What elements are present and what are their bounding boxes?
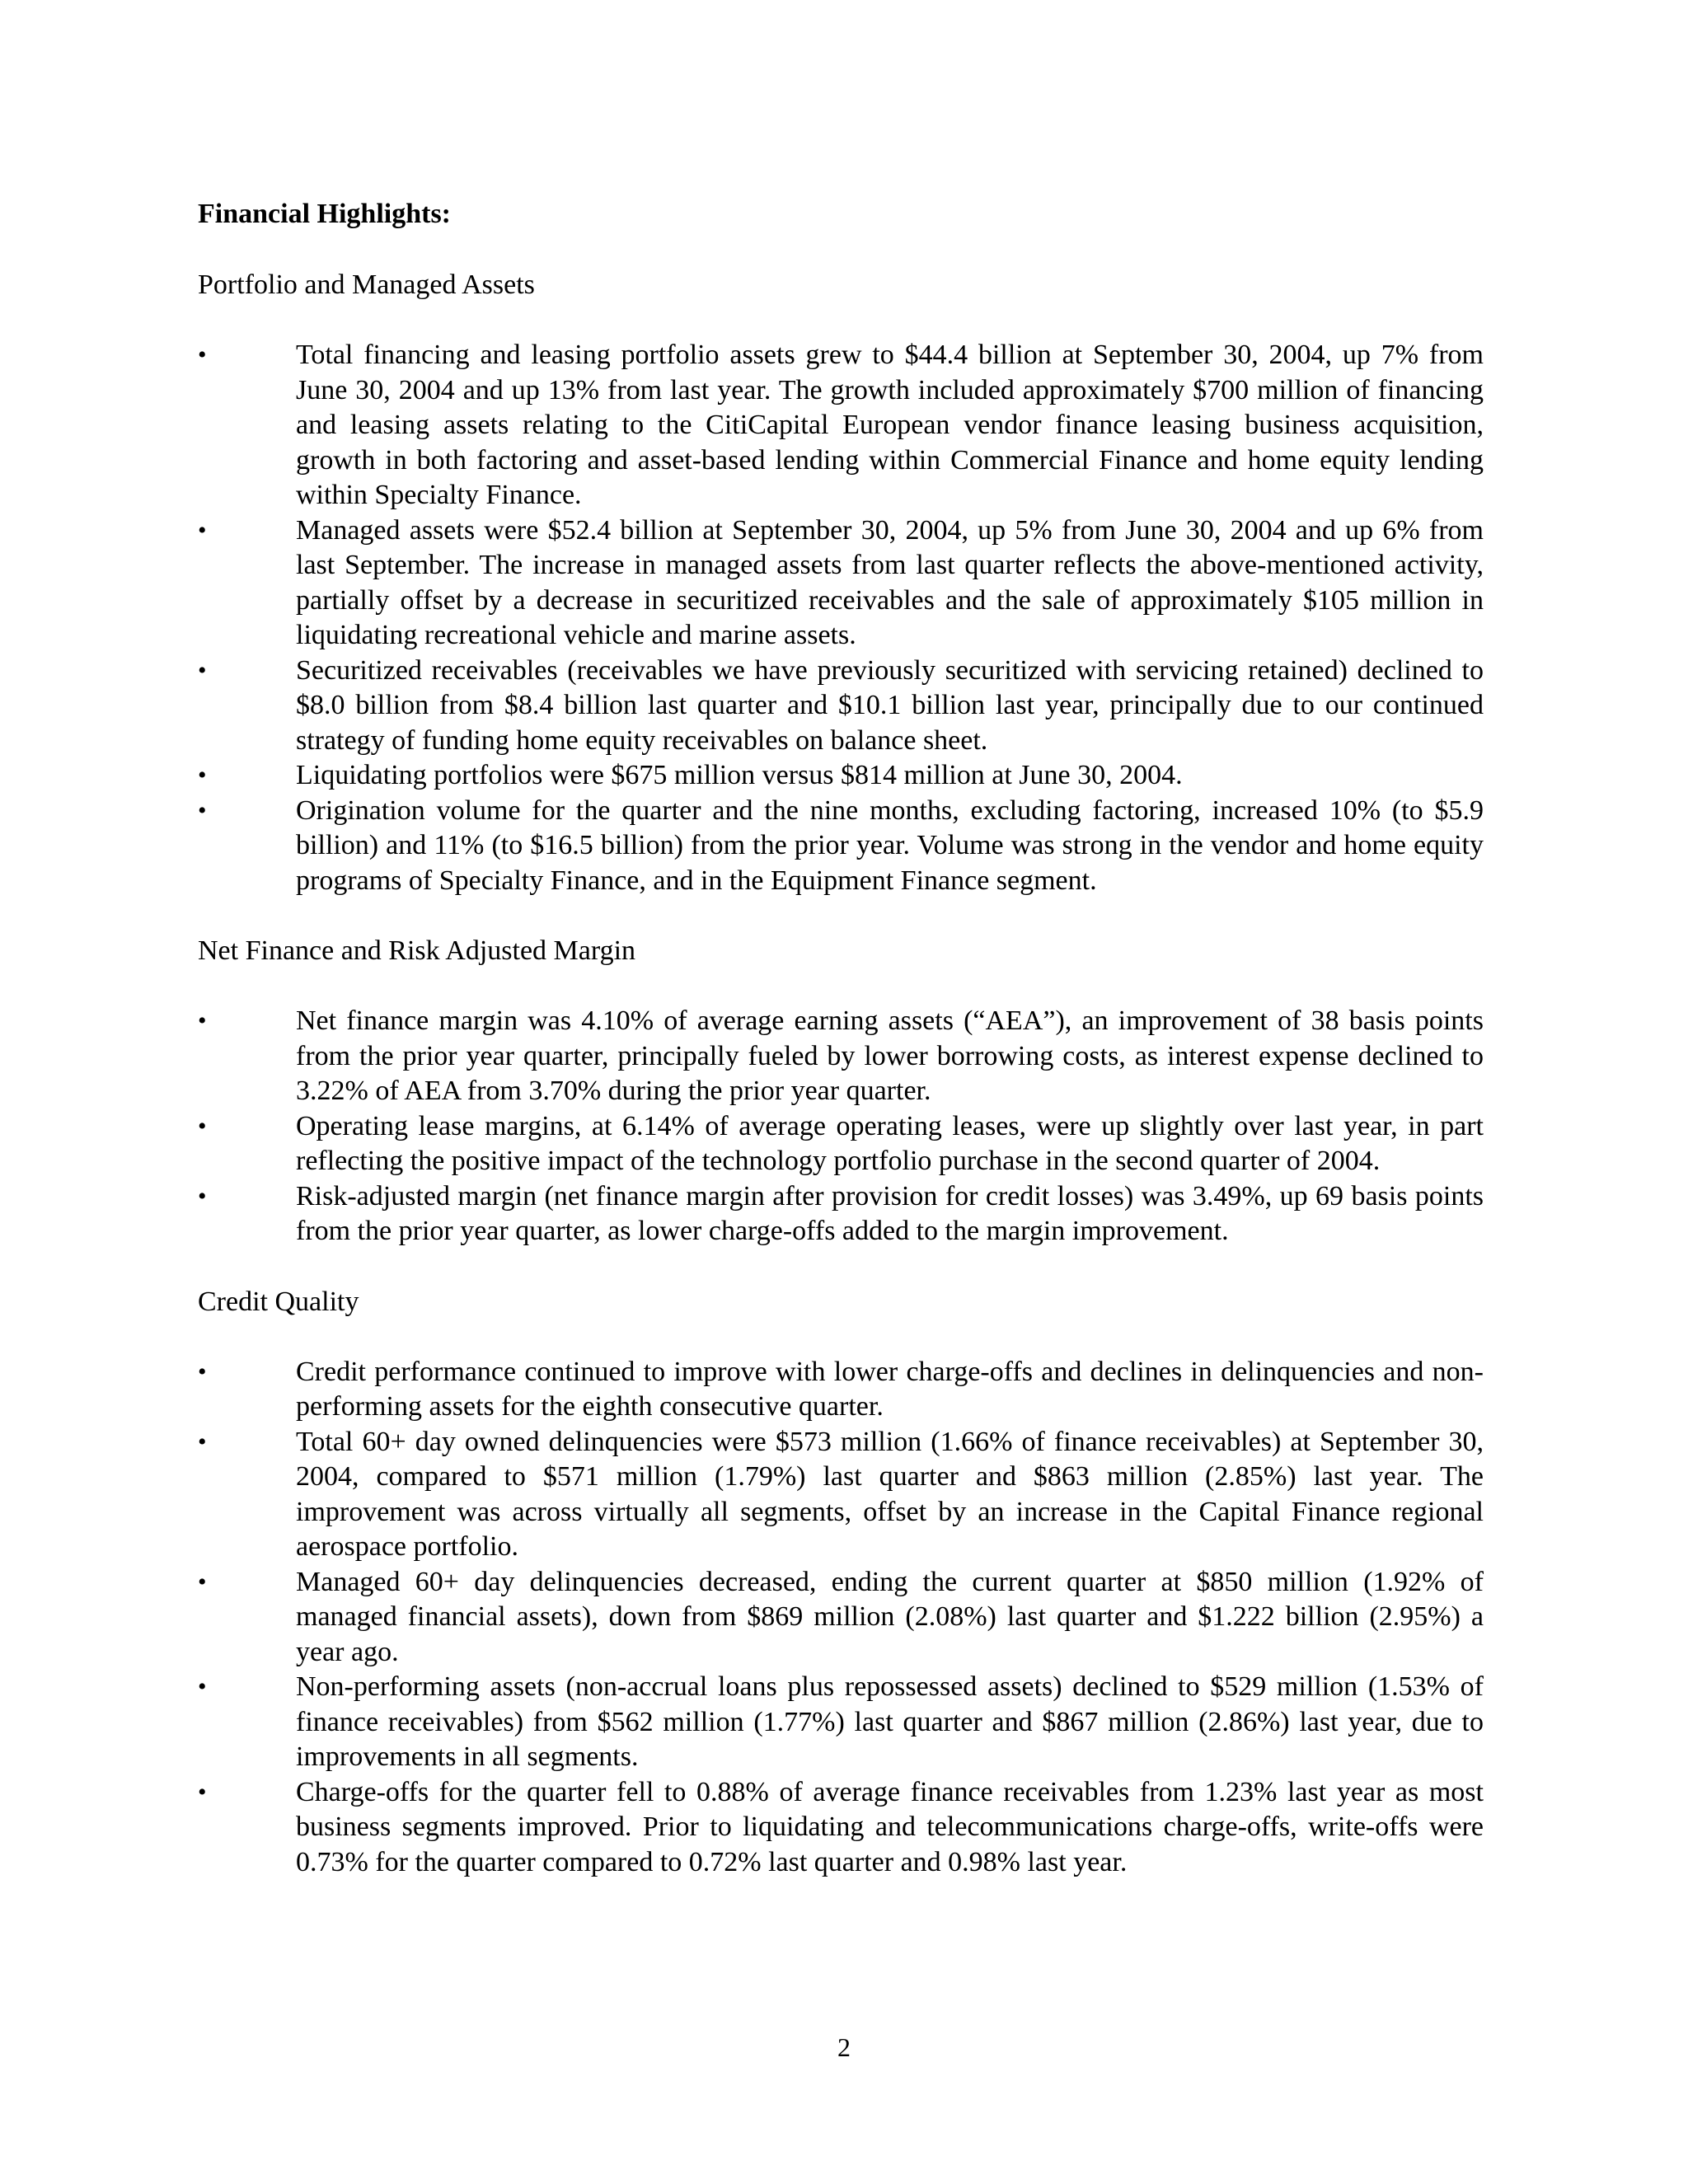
list-item-text: Total financing and leasing portfolio assets grew to $44.4 billion at September 30, 2004, up 7% from June 30, 2004 and up 13% from last year. The growth included approximately $700 million of financing and leasing assets relating to the CitiCapital European vendor finance leasing business acquisition, growth in both factoring and asset-based lending within Commercial Finance and home equity lending within Specialty Finance. [296, 340, 1484, 510]
bullet-icon: • [198, 1778, 207, 1806]
bullet-icon: • [198, 656, 207, 684]
bullet-icon: • [198, 1112, 207, 1140]
list-item-text: Origination volume for the quarter and the nine months, excluding factoring, increased 10% (to $5.9 billion) and 11% (to $16.5 billion) from the prior year. Volume was strong in the vendor and home equity programs of Specialty Finance, and in the Equipment Finance segment. [296, 794, 1484, 896]
bullet-list-credit-quality [198, 1355, 1484, 1881]
list-item-text: Risk-adjusted margin (net finance margin after provision for credit losses) was 3.49%, up 69 basis points from the prior year quarter, as lower charge-offs added to the margin improvement. [296, 1180, 1484, 1246]
list-item-text: Operating lease margins, at 6.14% of average operating leases, were up slightly over last year, in part reflecting the positive impact of the technology portfolio purchase in the second quarter of 2004. [296, 1110, 1484, 1176]
page-title: Financial Highlights: [198, 199, 451, 229]
section-heading-margin: Net Finance and Risk Adjusted Margin [198, 935, 636, 966]
page-number: 2 [837, 2032, 851, 2062]
bullet-icon: • [198, 1673, 207, 1700]
list-item [198, 1179, 1484, 1249]
section-heading-credit-quality: Credit Quality [198, 1286, 359, 1317]
list-item-text: Securitized receivables (receivables we have previously securitized with servicing retained) declined to $8.0 billion from $8.4 billion last quarter and $10.1 billion last year, principally due to our continued strategy of funding home equity receivables on balance sheet. [296, 654, 1484, 756]
section-heading-portfolio: Portfolio and Managed Assets [198, 269, 535, 300]
list-item [198, 654, 1484, 759]
bullet-icon: • [198, 341, 207, 368]
bullet-icon: • [198, 1007, 207, 1034]
list-item [198, 1670, 1484, 1775]
document-page [198, 196, 1484, 1915]
list-item-text: Charge-offs for the quarter fell to 0.88% of average finance receivables from 1.23% last year as most business segments improved. Prior to liquidating and telecommunications charge-offs, write-offs were 0.73% for the quarter compared to 0.72% last quarter and 0.98% last year. [296, 1776, 1484, 1877]
list-item-text: Net finance margin was 4.10% of average earning assets (“AEA”), an improvement of 38 basis points from the prior year quarter, principally fueled by lower borrowing costs, as interest expense declined to 3.22% of AEA from 3.70% during the prior year quarter. [296, 1005, 1484, 1106]
bullet-list-portfolio [198, 338, 1484, 898]
list-item [198, 1425, 1484, 1565]
list-item-text: Total 60+ day owned delinquencies were $573 million (1.66% of finance receivables) at September 30, 2004, compared to $571 million (1.79%) last quarter and $863 million (2.85%) last year. The improvement was across virtually all segments, offset by an increase in the Capital Finance regional aerospace portfolio. [296, 1426, 1484, 1562]
list-item-text: Credit performance continued to improve with lower charge-offs and declines in delinquencies and non-performing assets for the eighth consecutive quarter. [296, 1356, 1484, 1422]
list-item [198, 758, 1484, 794]
list-item [198, 338, 1484, 513]
list-item-text: Liquidating portfolios were $675 million versus $814 million at June 30, 2004. [296, 760, 1183, 790]
list-item [198, 513, 1484, 654]
list-item [198, 1565, 1484, 1671]
bullet-icon: • [198, 1357, 207, 1385]
list-item [198, 794, 1484, 899]
bullet-icon: • [198, 1427, 207, 1455]
list-item [198, 1775, 1484, 1881]
list-item-text: Managed assets were $52.4 billion at September 30, 2004, up 5% from June 30, 2004 and up 6% from last September. The increase in managed assets from last quarter reflects the above-mentioned activity, partially offset by a decrease in securitized receivables and the sale of approximately $105 million in liquidating recreational vehicle and marine assets. [296, 514, 1484, 650]
list-item [198, 1355, 1484, 1425]
bullet-icon: • [198, 796, 207, 824]
bullet-icon: • [198, 516, 207, 544]
bullet-icon: • [198, 762, 207, 789]
list-item [198, 1109, 1484, 1179]
list-item-text: Non-performing assets (non-accrual loans plus repossessed assets) declined to $529 million (1.53% of finance receivables) from $562 million (1.77%) last quarter and $867 million (2.86%) last year, due to improvements in all segments. [296, 1671, 1484, 1772]
bullet-icon: • [198, 1568, 207, 1596]
bullet-icon: • [198, 1182, 207, 1210]
list-item [198, 1004, 1484, 1109]
list-item-text: Managed 60+ day delinquencies decreased, ending the current quarter at $850 million (1.92% of managed financial assets), down from $869 million (2.08%) last quarter and $1.222 billion (2.95%) a year ago. [296, 1566, 1484, 1667]
bullet-list-margin [198, 1004, 1484, 1249]
